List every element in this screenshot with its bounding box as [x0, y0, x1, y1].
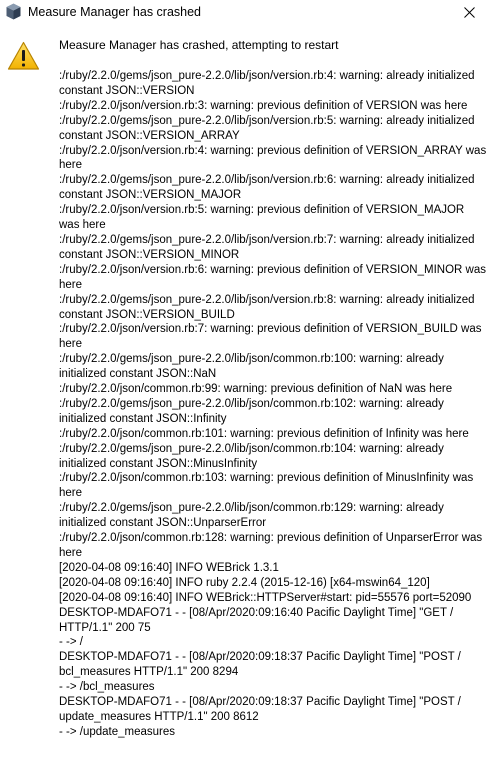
log-line: :/ruby/2.2.0/json/common.rb:103: warning: previous definition of MinusInfinity was here — [59, 472, 474, 500]
log-line: :/ruby/2.2.0/gems/json_pure-2.2.0/lib/json/version.rb:4: warning: already initialized constant JSON::VERSION — [59, 70, 475, 97]
log-line: :/ruby/2.2.0/gems/json_pure-2.2.0/lib/json/version.rb:8: warning: already initialized constant JSON::VERSION_BUILD — [59, 293, 475, 321]
window-title: Measure Manager has crashed — [28, 5, 202, 19]
log-line: DESKTOP-MDAFO71 - - [08/Apr/2020:09:16:40 Pacific Daylight Time] "GET / HTTP/1.1" 200 75 — [59, 606, 454, 634]
warning-triangle-icon — [7, 41, 40, 71]
log-line: :/ruby/2.2.0/gems/json_pure-2.2.0/lib/json/common.rb:100: warning: already initialized constant JSON::NaN — [59, 353, 444, 381]
close-icon — [464, 7, 475, 18]
log-line: [2020-04-08 09:16:40] INFO ruby 2.2.4 (2015-12-16) [x64-mswin64_120] — [59, 576, 430, 589]
log-line: :/ruby/2.2.0/gems/json_pure-2.2.0/lib/json/version.rb:6: warning: already initialized constant JSON::VERSION_MAJOR — [59, 174, 475, 202]
log-line: :/ruby/2.2.0/json/version.rb:3: warning: previous definition of VERSION was here — [59, 99, 468, 112]
log-line: :/ruby/2.2.0/json/common.rb:128: warning: previous definition of UnparserError was here — [59, 532, 483, 559]
log-line: :/ruby/2.2.0/json/version.rb:7: warning: previous definition of VERSION_BUILD was here — [59, 323, 482, 351]
log-line: - -> /update_measures — [59, 725, 176, 738]
log-line: :/ruby/2.2.0/json/version.rb:5: warning: previous definition of VERSION_MAJOR was here — [59, 204, 465, 232]
log-line: DESKTOP-MDAFO71 - - [08/Apr/2020:09:18:37 Pacific Daylight Time] "POST / update_measures HTTP/1.1" 200 8612 — [59, 696, 461, 723]
cube-icon — [6, 3, 21, 20]
log-line: :/ruby/2.2.0/gems/json_pure-2.2.0/lib/json/common.rb:104: warning: already initialized constant JSON::MinusInfinity — [59, 442, 444, 470]
title-bar — [0, 0, 492, 24]
log-line: :/ruby/2.2.0/json/version.rb:6: warning: previous definition of VERSION_MINOR was here — [59, 263, 486, 291]
error-log — [59, 69, 487, 740]
log-line: :/ruby/2.2.0/json/common.rb:99: warning: previous definition of NaN was here — [59, 383, 453, 396]
log-line: :/ruby/2.2.0/gems/json_pure-2.2.0/lib/json/common.rb:102: warning: already initialized constant JSON::Infinity — [59, 397, 444, 425]
log-line: :/ruby/2.2.0/gems/json_pure-2.2.0/lib/json/common.rb:129: warning: already initialized constant JSON::UnparserError — [59, 502, 444, 530]
log-line: :/ruby/2.2.0/gems/json_pure-2.2.0/lib/json/version.rb:7: warning: already initialized constant JSON::VERSION_MINOR — [59, 233, 475, 261]
log-line: - -> / — [59, 636, 83, 649]
log-line: DESKTOP-MDAFO71 - - [08/Apr/2020:09:18:37 Pacific Daylight Time] "POST / bcl_measures HTTP/1.1" 200 8294 — [59, 651, 461, 679]
log-line: [2020-04-08 09:16:40] INFO WEBrick 1.3.1 — [59, 561, 279, 574]
crash-headline: Measure Manager has crashed, attempting to restart — [59, 38, 339, 52]
log-line: [2020-04-08 09:16:40] INFO WEBrick::HTTPServer#start: pid=55576 port=52090 — [59, 591, 472, 604]
log-line: :/ruby/2.2.0/gems/json_pure-2.2.0/lib/json/version.rb:5: warning: already initialized constant JSON::VERSION_ARRAY — [59, 114, 475, 142]
close-button[interactable] — [447, 0, 492, 24]
log-line: - -> /bcl_measures — [59, 681, 155, 694]
log-line: :/ruby/2.2.0/json/version.rb:4: warning: previous definition of VERSION_ARRAY was here — [59, 144, 487, 172]
log-line: :/ruby/2.2.0/json/common.rb:101: warning: previous definition of Infinity was here — [59, 427, 469, 440]
dialog-body — [0, 24, 492, 766]
